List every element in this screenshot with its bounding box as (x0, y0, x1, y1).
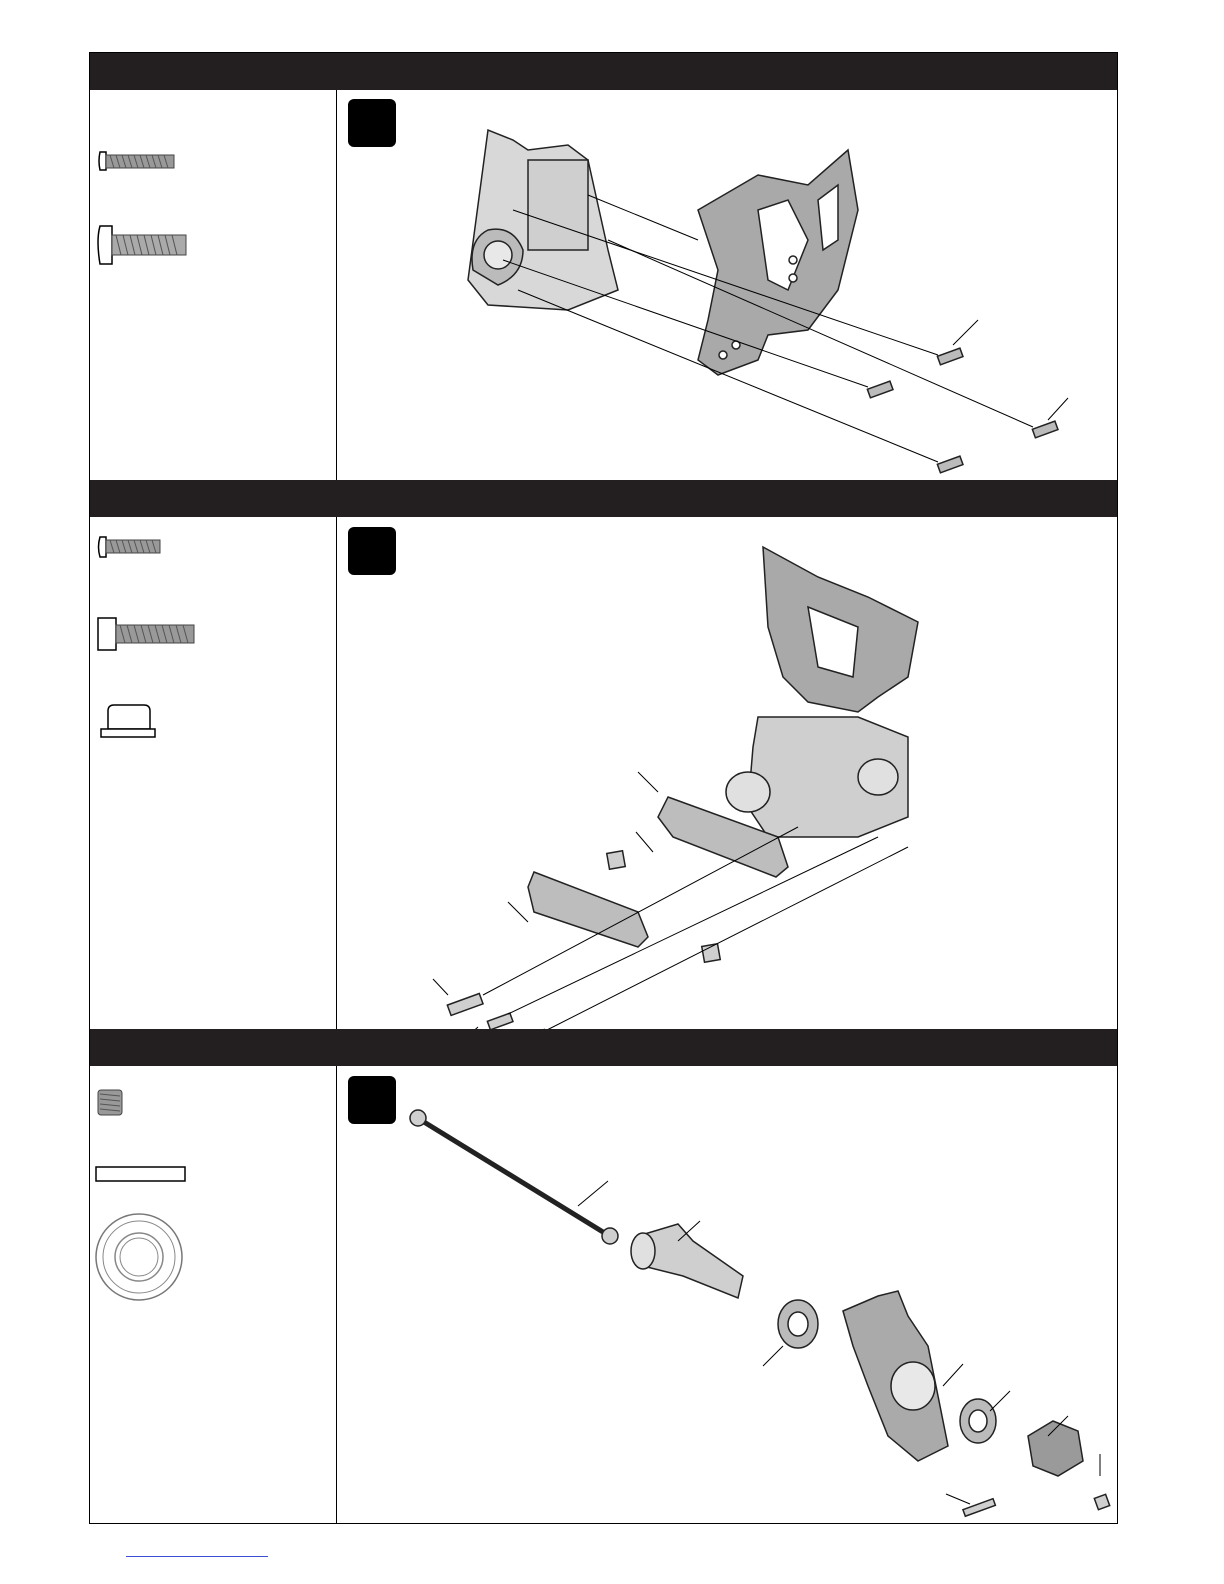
section-3-header-bar (90, 1029, 1117, 1066)
ball-bearing-icon (96, 1214, 182, 1300)
button-head-screw-long-icon (98, 226, 186, 264)
section-1-divider (336, 90, 337, 480)
rear-shock-tower-exploded-view (338, 90, 1118, 480)
pin-icon (96, 1167, 185, 1181)
section-1-diagram (338, 90, 1118, 480)
rear-drive-axle-exploded-view (338, 1066, 1118, 1524)
set-screw-icon (98, 1090, 122, 1115)
section-3-divider (336, 1066, 337, 1524)
section-2-diagram (338, 517, 1118, 1029)
cap-head-screw-icon (98, 618, 194, 650)
section-1-parts-list (90, 90, 336, 480)
flanged-nut-icon (101, 705, 155, 737)
button-head-screw-icon (99, 537, 161, 557)
button-head-screw-icon (99, 152, 174, 170)
rear-hinge-pin-brace-exploded-view (338, 517, 1118, 1029)
instruction-page (89, 52, 1118, 1524)
section-2-parts-list (90, 517, 336, 1029)
section-1-header-bar (90, 53, 1117, 90)
section-3-diagram (338, 1066, 1118, 1524)
section-2-header-bar (90, 480, 1117, 517)
section-3-parts-list (90, 1066, 336, 1524)
footer-link-underline[interactable] (126, 1556, 268, 1557)
section-2-divider (336, 517, 337, 1029)
